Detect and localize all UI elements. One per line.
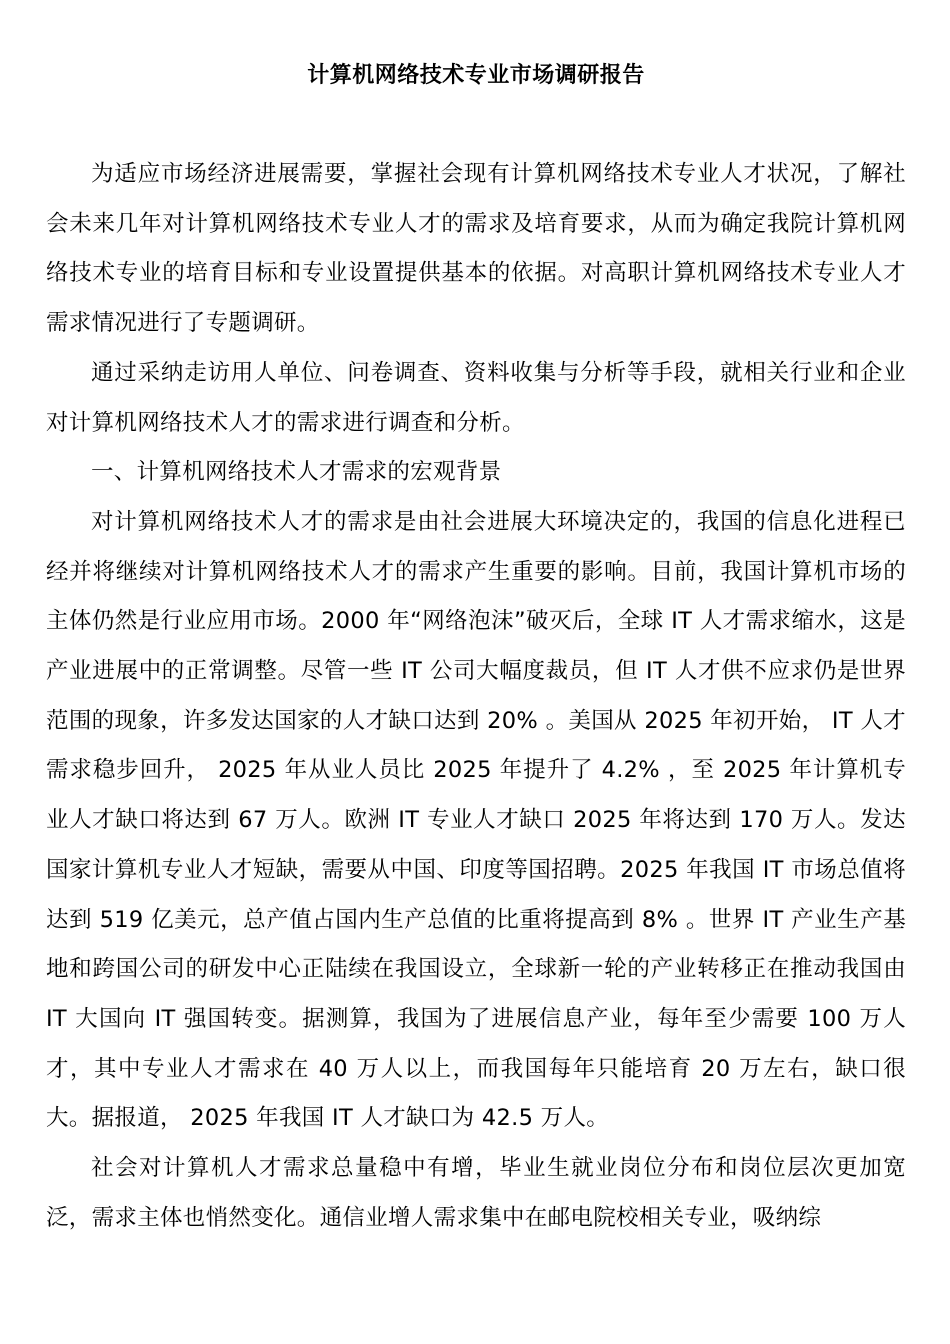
paragraph-background: 对计算机网络技术人才的需求是由社会进展大环境决定的，我国的信息化进程已经并将继续对计算机网络技术人才的需求产生重要的影响。目前，我国计算机市场的主体仍然是行业应用市场。2000 年“网络泡沫”破灭后，全球 IT 人才需求缩水，这是产业进展中的正常调整。尽管一些 IT 公司大幅度裁员，但 IT 人才供不应求仍是世界范围的现象，许多发达国家的人才缺口达到 20% 。美国从 2025 年初开始， IT 人才需求稳步回升， 2025 年从业人员比 2025 年提升了 4.2% ，至 2025 年计算机专业人才缺口将达到 67 万人。欧洲 IT 专业人才缺口 2025 年将达到 170 万人。发达国家计算机专业人才短缺，需要从中国、印度等国招聘。2025 年我国 IT 市场总值将达到 519 亿美元，总产值占国内生产总值的比重将提高到 8% 。世界 IT 产业生产基地和跨国公司的研发中心正陆续在我国设立，全球新一轮的产业转移正在推动我国由 IT 大国向 IT 强国转变。据测算，我国为了进展信息产业，每年至少需要 100 万人才，其中专业人才需求在 40 万人以上，而我国每年只能培育 20 万左右，缺口很大。据报道， 2025 年我国 IT 人才缺口为 42.5 万人。 (46, 508, 906, 1132)
document-page (46, 58, 906, 1243)
paragraph-demand: 社会对计算机人才需求总量稳中有增，毕业生就业岗位分布和岗位层次更加宽泛，需求主体也悄然变化。通信业增人需求集中在邮电院校相关专业，吸纳综 (46, 1155, 906, 1231)
section-heading-1: 一、计算机网络技术人才需求的宏观背景 (91, 459, 502, 486)
paragraph-method: 通过采纳走访用人单位、问卷调查、资料收集与分析等手段，就相关行业和企业对计算机网络技术人才的需求进行调查和分析。 (46, 359, 906, 436)
paragraph-intro: 为适应市场经济进展需要，掌握社会现有计算机网络技术专业人才状况，了解社会未来几年对计算机网络技术专业人才的需求及培育要求，从而为确定我院计算机网络技术专业的培育目标和专业设置提供基本的依据。对高职计算机网络技术专业人才需求情况进行了专题调研。 (46, 161, 906, 337)
document-title: 计算机网络技术专业市场调研报告 (307, 63, 645, 88)
